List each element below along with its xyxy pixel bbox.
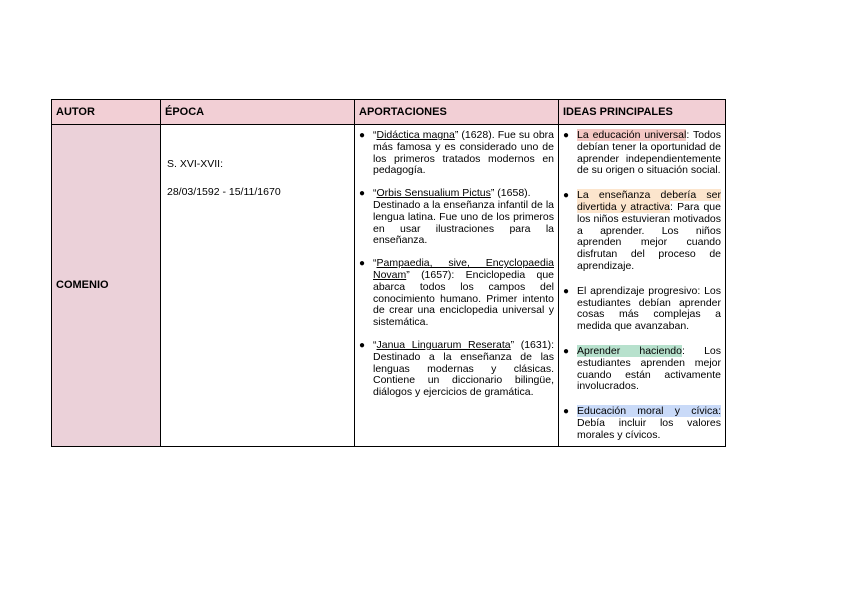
list-item: ● La educación universal: Todos debían tener la oportunidad de aprender independientemente de su origen o situación social. <box>563 129 721 177</box>
cell-epoca <box>161 125 355 447</box>
cell-autor: COMENIO <box>52 125 161 447</box>
table-row <box>52 125 726 447</box>
header-aportaciones: APORTACIONES <box>355 100 559 125</box>
highlighted-idea: La enseñanza debería ser divertida y atractiva <box>577 189 721 213</box>
bullet-icon: ● <box>563 285 570 297</box>
list-item: ● Aprender haciendo: Los estudiantes aprenden mejor cuando están activamente involucrados. <box>563 344 721 393</box>
list-item: ● La enseñanza debería ser divertida y atractiva: Para que los niños estuvieran motivados a aprender. Los niños aprenden mejor cuando disfrutan del proceso de aprendizaje. <box>563 189 721 272</box>
highlighted-idea: La educación universal <box>577 129 687 141</box>
header-ideas: IDEAS PRINCIPALES <box>559 100 726 125</box>
bullet-icon: ● <box>359 258 366 270</box>
bullet-icon: ● <box>563 406 570 418</box>
bullet-icon: ● <box>359 339 366 351</box>
highlighted-idea: Aprender haciendo <box>577 344 682 357</box>
bullet-icon: ● <box>563 130 570 141</box>
ideas-list <box>561 130 721 442</box>
cell-ideas <box>559 125 726 447</box>
bullet-icon: ● <box>359 188 366 200</box>
work-title: Pampaedia, sive, Encyclopaedia Novam <box>373 257 554 281</box>
header-epoca: ÉPOCA <box>161 100 355 125</box>
list-item: ● El aprendizaje progresivo: Los estudiantes debían aprender cosas más complejas a medida que avanzaban. <box>563 284 721 333</box>
list-item: ● Educación moral y cívica: Debía incluir los valores morales y cívicos. <box>563 405 721 441</box>
epoca-siglo: S. XVI-XVII: <box>167 158 224 170</box>
list-item: ● “Pampaedia, sive, Encyclopaedia Novam” (1657): Enciclopedia que abarca todos los campos del conocimiento humano. Primer intento de crear una enciclopedia universal y sistemática. <box>359 257 554 329</box>
list-item: ● “Janua Linguarum Reserata” (1631): Destinado a la enseñanza de las lenguas modernas y clásicas. Contiene un diccionario bilingüe, diálogos y ejercicios de gramática. <box>359 338 554 399</box>
bullet-icon: ● <box>359 130 366 141</box>
header-autor: AUTOR <box>52 100 161 125</box>
bullet-icon: ● <box>563 190 570 202</box>
list-item: ● “Orbis Sensualium Pictus” (1658). Destinado a la enseñanza infantil de la lengua latina. Fue uno de los primeros en usar ilustraciones para la enseñanza. <box>359 187 554 247</box>
header-row <box>52 100 726 125</box>
comenio-table <box>51 99 726 447</box>
work-title: Orbis Sensualium Pictus <box>376 187 491 200</box>
highlighted-idea: Educación moral y cívica: <box>577 405 721 418</box>
list-item: ● “Didáctica magna” (1628). Fue su obra más famosa y es considerado uno de los primeros tratados modernos en pedagogía. <box>359 129 554 177</box>
epoca-fechas: 28/03/1592 - 15/11/1670 <box>167 185 281 198</box>
work-title: Janua Linguarum Reserata <box>376 338 511 351</box>
cell-aportaciones <box>355 125 559 447</box>
work-title: Didáctica magna <box>376 129 455 141</box>
bullet-icon: ● <box>563 345 570 357</box>
aportaciones-list <box>357 130 554 399</box>
